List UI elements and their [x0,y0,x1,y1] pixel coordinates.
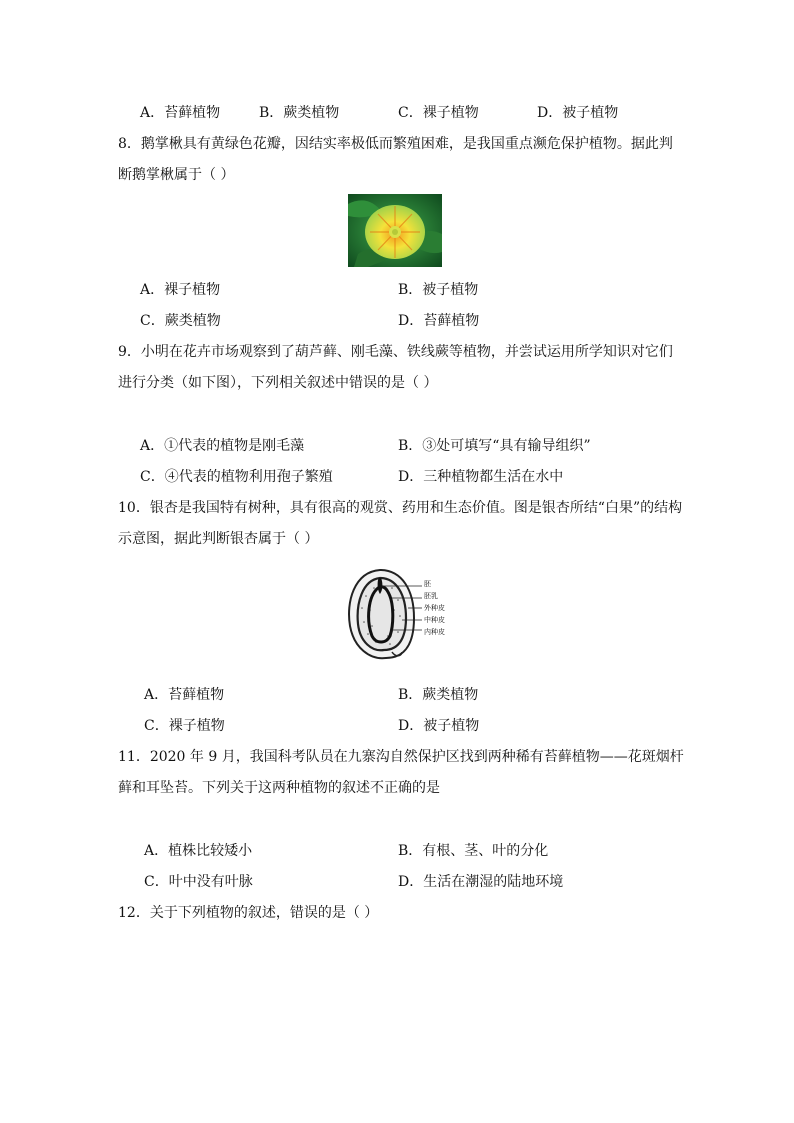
option-letter: A． [140,438,165,454]
q9-stem-line2: 进行分类（如下图），下列相关叙述中错误的是（ ） [118,375,438,391]
option-letter: D． [537,105,563,121]
option-letter: B． [398,438,423,454]
option-letter: B． [398,282,423,298]
q8-option-c[interactable] [140,312,221,330]
q9-option-a[interactable] [140,437,304,455]
option-text: 三种植物都生活在水中 [423,469,564,485]
option-text: 苔藓植物 [164,105,221,121]
q11-option-b[interactable] [398,842,548,860]
option-text: 蕨类植物 [422,687,479,703]
option-letter: B． [398,843,423,859]
q9-option-b[interactable] [398,437,591,455]
option-text: 裸子植物 [164,282,221,298]
q7-option-a[interactable] [140,104,220,122]
option-text: 苔藓植物 [168,687,225,703]
figure-label-endosperm: 胚乳 [424,592,438,600]
option-text: 生活在潮湿的陆地环境 [423,874,564,890]
option-letter: A． [140,282,165,298]
q9-stem-line1: 9．小明在花卉市场观察到了葫芦藓、刚毛藻、铁线蕨等植物，并尝试运用所学知识对它们 [118,344,673,360]
q11-option-c[interactable] [144,873,253,891]
q10-option-c[interactable] [144,717,225,735]
option-letter: C． [144,874,169,890]
q7-option-d[interactable] [537,104,618,122]
option-text: 蕨类植物 [164,313,221,329]
option-letter: A． [144,843,169,859]
option-letter: C． [140,469,165,485]
option-text: 苔藓植物 [423,313,480,329]
option-text: ①代表的植物是刚毛藻 [164,438,305,454]
figure-label-embryo: 胚 [424,580,431,588]
option-letter: A． [144,687,169,703]
option-letter: A． [140,105,165,121]
option-letter: D． [398,874,424,890]
option-letter: B． [398,687,423,703]
option-letter: B． [259,105,284,121]
q11-option-d[interactable] [398,873,563,891]
option-letter: C． [140,313,165,329]
figure-label-outer-seed-coat: 外种皮 [424,604,445,612]
q10-option-d[interactable] [398,717,479,735]
option-text: 蕨类植物 [283,105,340,121]
option-text: ③处可填写“具有输导组织” [422,438,591,454]
q7-option-b[interactable] [259,104,339,122]
q11-stem-line2: 藓和耳坠苔。下列关于这两种植物的叙述不正确的是 [118,780,440,796]
option-letter: D． [398,469,424,485]
option-letter: C． [398,105,423,121]
q8-option-d[interactable] [398,312,479,330]
figure-label-inner-seed-coat: 内种皮 [424,628,445,636]
q12-stem-line1: 12．关于下列植物的叙述，错误的是（ ） [118,905,379,921]
q10-option-a[interactable] [144,686,224,704]
q8-stem-line2: 断鹅掌楸属于（ ） [118,167,235,183]
option-text: 裸子植物 [168,718,225,734]
option-text: 被子植物 [422,282,479,298]
option-letter: D． [398,718,424,734]
option-letter: C． [144,718,169,734]
q11-stem-line1: 11．2020 年 9 月，我国科考队员在九寨沟自然保护区找到两种稀有苔藓植物——花斑烟杆 [118,749,684,765]
q11-option-a[interactable] [144,842,252,860]
q8-option-b[interactable] [398,281,478,299]
q10-option-b[interactable] [398,686,478,704]
option-text: 叶中没有叶脉 [168,874,253,890]
q9-option-c[interactable] [140,468,333,486]
q9-option-d[interactable] [398,468,563,486]
option-text: 被子植物 [423,718,480,734]
option-text: 有根、茎、叶的分化 [422,843,549,859]
ginkgo-seed-diagram [344,566,454,662]
q8-option-a[interactable] [140,281,220,299]
option-letter: D． [398,313,424,329]
option-text: 被子植物 [562,105,619,121]
q8-stem-line1: 8．鹅掌楸具有黄绿色花瓣，因结实率极低而繁殖困难，是我国重点濒危保护植物。据此判 [118,136,673,152]
q10-stem-line1: 10．银杏是我国特有树种，具有很高的观赏、药用和生态价值。图是银杏所结“白果”的结构 [118,500,683,516]
tulip-tree-flower-photo [348,194,442,267]
q7-option-c[interactable] [398,104,479,122]
q10-stem-line2: 示意图，据此判断银杏属于（ ） [118,531,319,547]
option-text: ④代表的植物利用孢子繁殖 [164,469,333,485]
option-text: 植株比较矮小 [168,843,253,859]
option-text: 裸子植物 [422,105,479,121]
figure-label-middle-seed-coat: 中种皮 [424,616,445,624]
